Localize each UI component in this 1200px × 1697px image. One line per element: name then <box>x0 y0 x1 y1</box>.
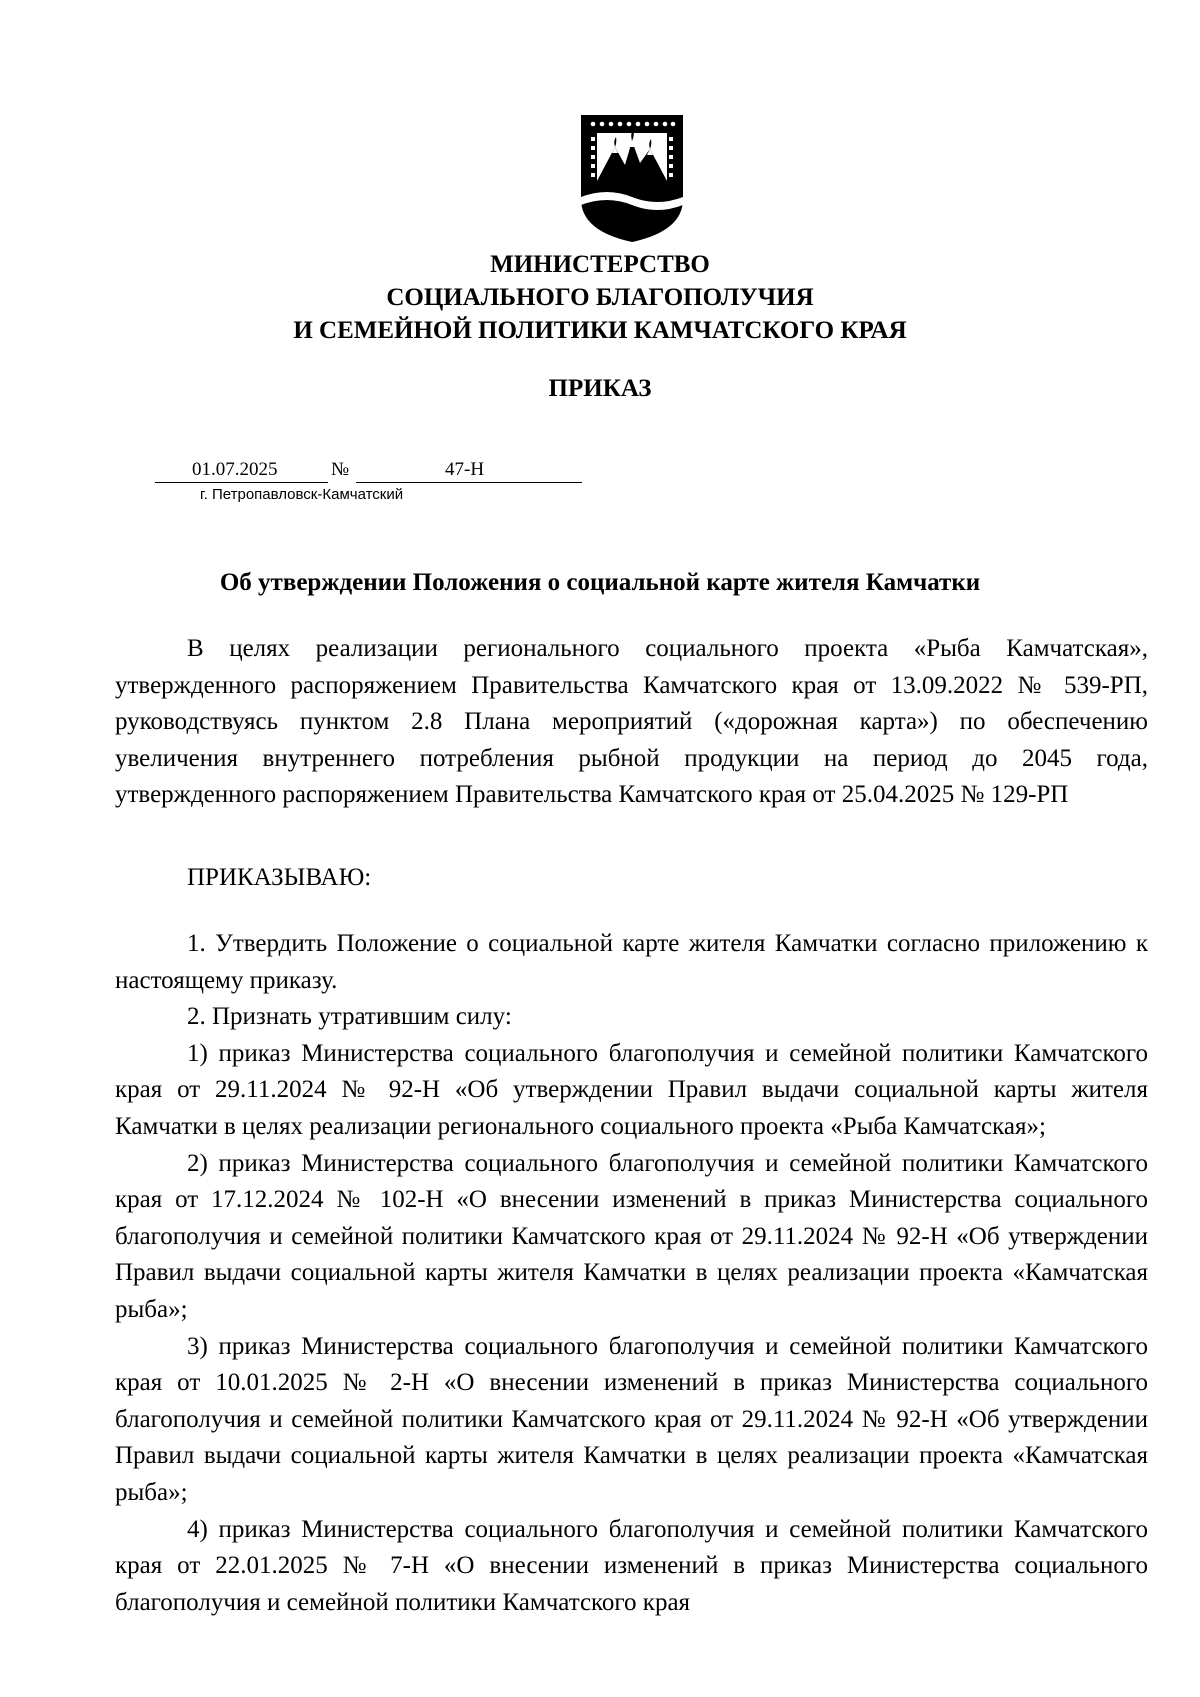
order-number: 47-Н <box>445 459 485 480</box>
order-item: 1) приказ Министерства социального благополучия и семейной политики Камчатского края от 29.11.2024 № 92-Н «Об утверждении Правил выдачи социальной карты жителя Камчатки в целях реализации регионального социального проекта «Рыба Камчатская»; <box>115 1039 1148 1140</box>
ministry-name <box>0 248 1200 347</box>
city: г. Петропавловск-Камчатский <box>200 486 404 503</box>
kamchatka-coat-of-arms-icon <box>579 113 685 244</box>
order-date-number <box>155 458 582 484</box>
order-number-field <box>356 458 582 483</box>
ministry-line: МИНИСТЕРСТВО <box>490 251 710 278</box>
order-date-field <box>155 458 328 483</box>
order-date: 01.07.2025 <box>192 459 278 480</box>
order-item: 1. Утвердить Положение о социальной карте жителя Камчатки согласно приложению к настоящему приказу. <box>115 930 1148 994</box>
order-item: 3) приказ Министерства социального благополучия и семейной политики Камчатского края от 10.01.2025 № 2-Н «О внесении изменений в приказ Министерства социального благополучия и семейной политики Камчатского края от 29.11.2024 № 92-Н «Об утверждении Правил выдачи социальной карты жителя Камчатки в целях реализации проекта «Камчатская рыба»; <box>115 1332 1148 1506</box>
decree-paragraph: ПРИКАЗЫВАЮ: <box>187 864 372 891</box>
document-title: Об утверждении Положения о социальной карте жителя Камчатки <box>219 569 981 596</box>
order-item: 2. Признать утратившим силу: <box>187 1003 512 1031</box>
ministry-line: И СЕМЕЙНОЙ ПОЛИТИКИ КАМЧАТСКОГО КРАЯ <box>293 317 907 344</box>
preamble <box>115 631 1148 814</box>
preamble-paragraph: В целях реализации регионального социального проекта «Рыба Камчатская», утвержденного распоряжением Правительства Камчатского края от 13.09.2022 № 539-РП, руководствуясь пунктом 2.8 Плана мероприятий («дорожная карта») по обеспечению увеличения внутреннего потребления рыбной продукции на период до 2045 года, утвержденного распоряжением Правительства Камчатского края от 25.04.2025 № 129-РП <box>115 635 1148 809</box>
order-item: 2) приказ Министерства социального благополучия и семейной политики Камчатского края от 17.12.2024 № 102-Н «О внесении изменений в приказ Министерства социального благополучия и семейной политики Камчатского края от 29.11.2024 № 92-Н «Об утверждении Правил выдачи социальной карты жителя Камчатки в целях реализации проекта «Камчатская рыба»; <box>115 1149 1148 1323</box>
decree-word <box>115 860 1148 897</box>
document-type: ПРИКАЗ <box>548 375 652 402</box>
order-items <box>115 926 1148 1621</box>
ministry-line: СОЦИАЛЬНОГО БЛАГОПОЛУЧИЯ <box>386 284 814 311</box>
order-item: 4) приказ Министерства социального благополучия и семейной политики Камчатского края от 22.01.2025 № 7-Н «О внесении изменений в приказ Министерства социального благополучия и семейной политики Камчатского края <box>115 1515 1148 1616</box>
number-sign: № <box>331 459 350 480</box>
